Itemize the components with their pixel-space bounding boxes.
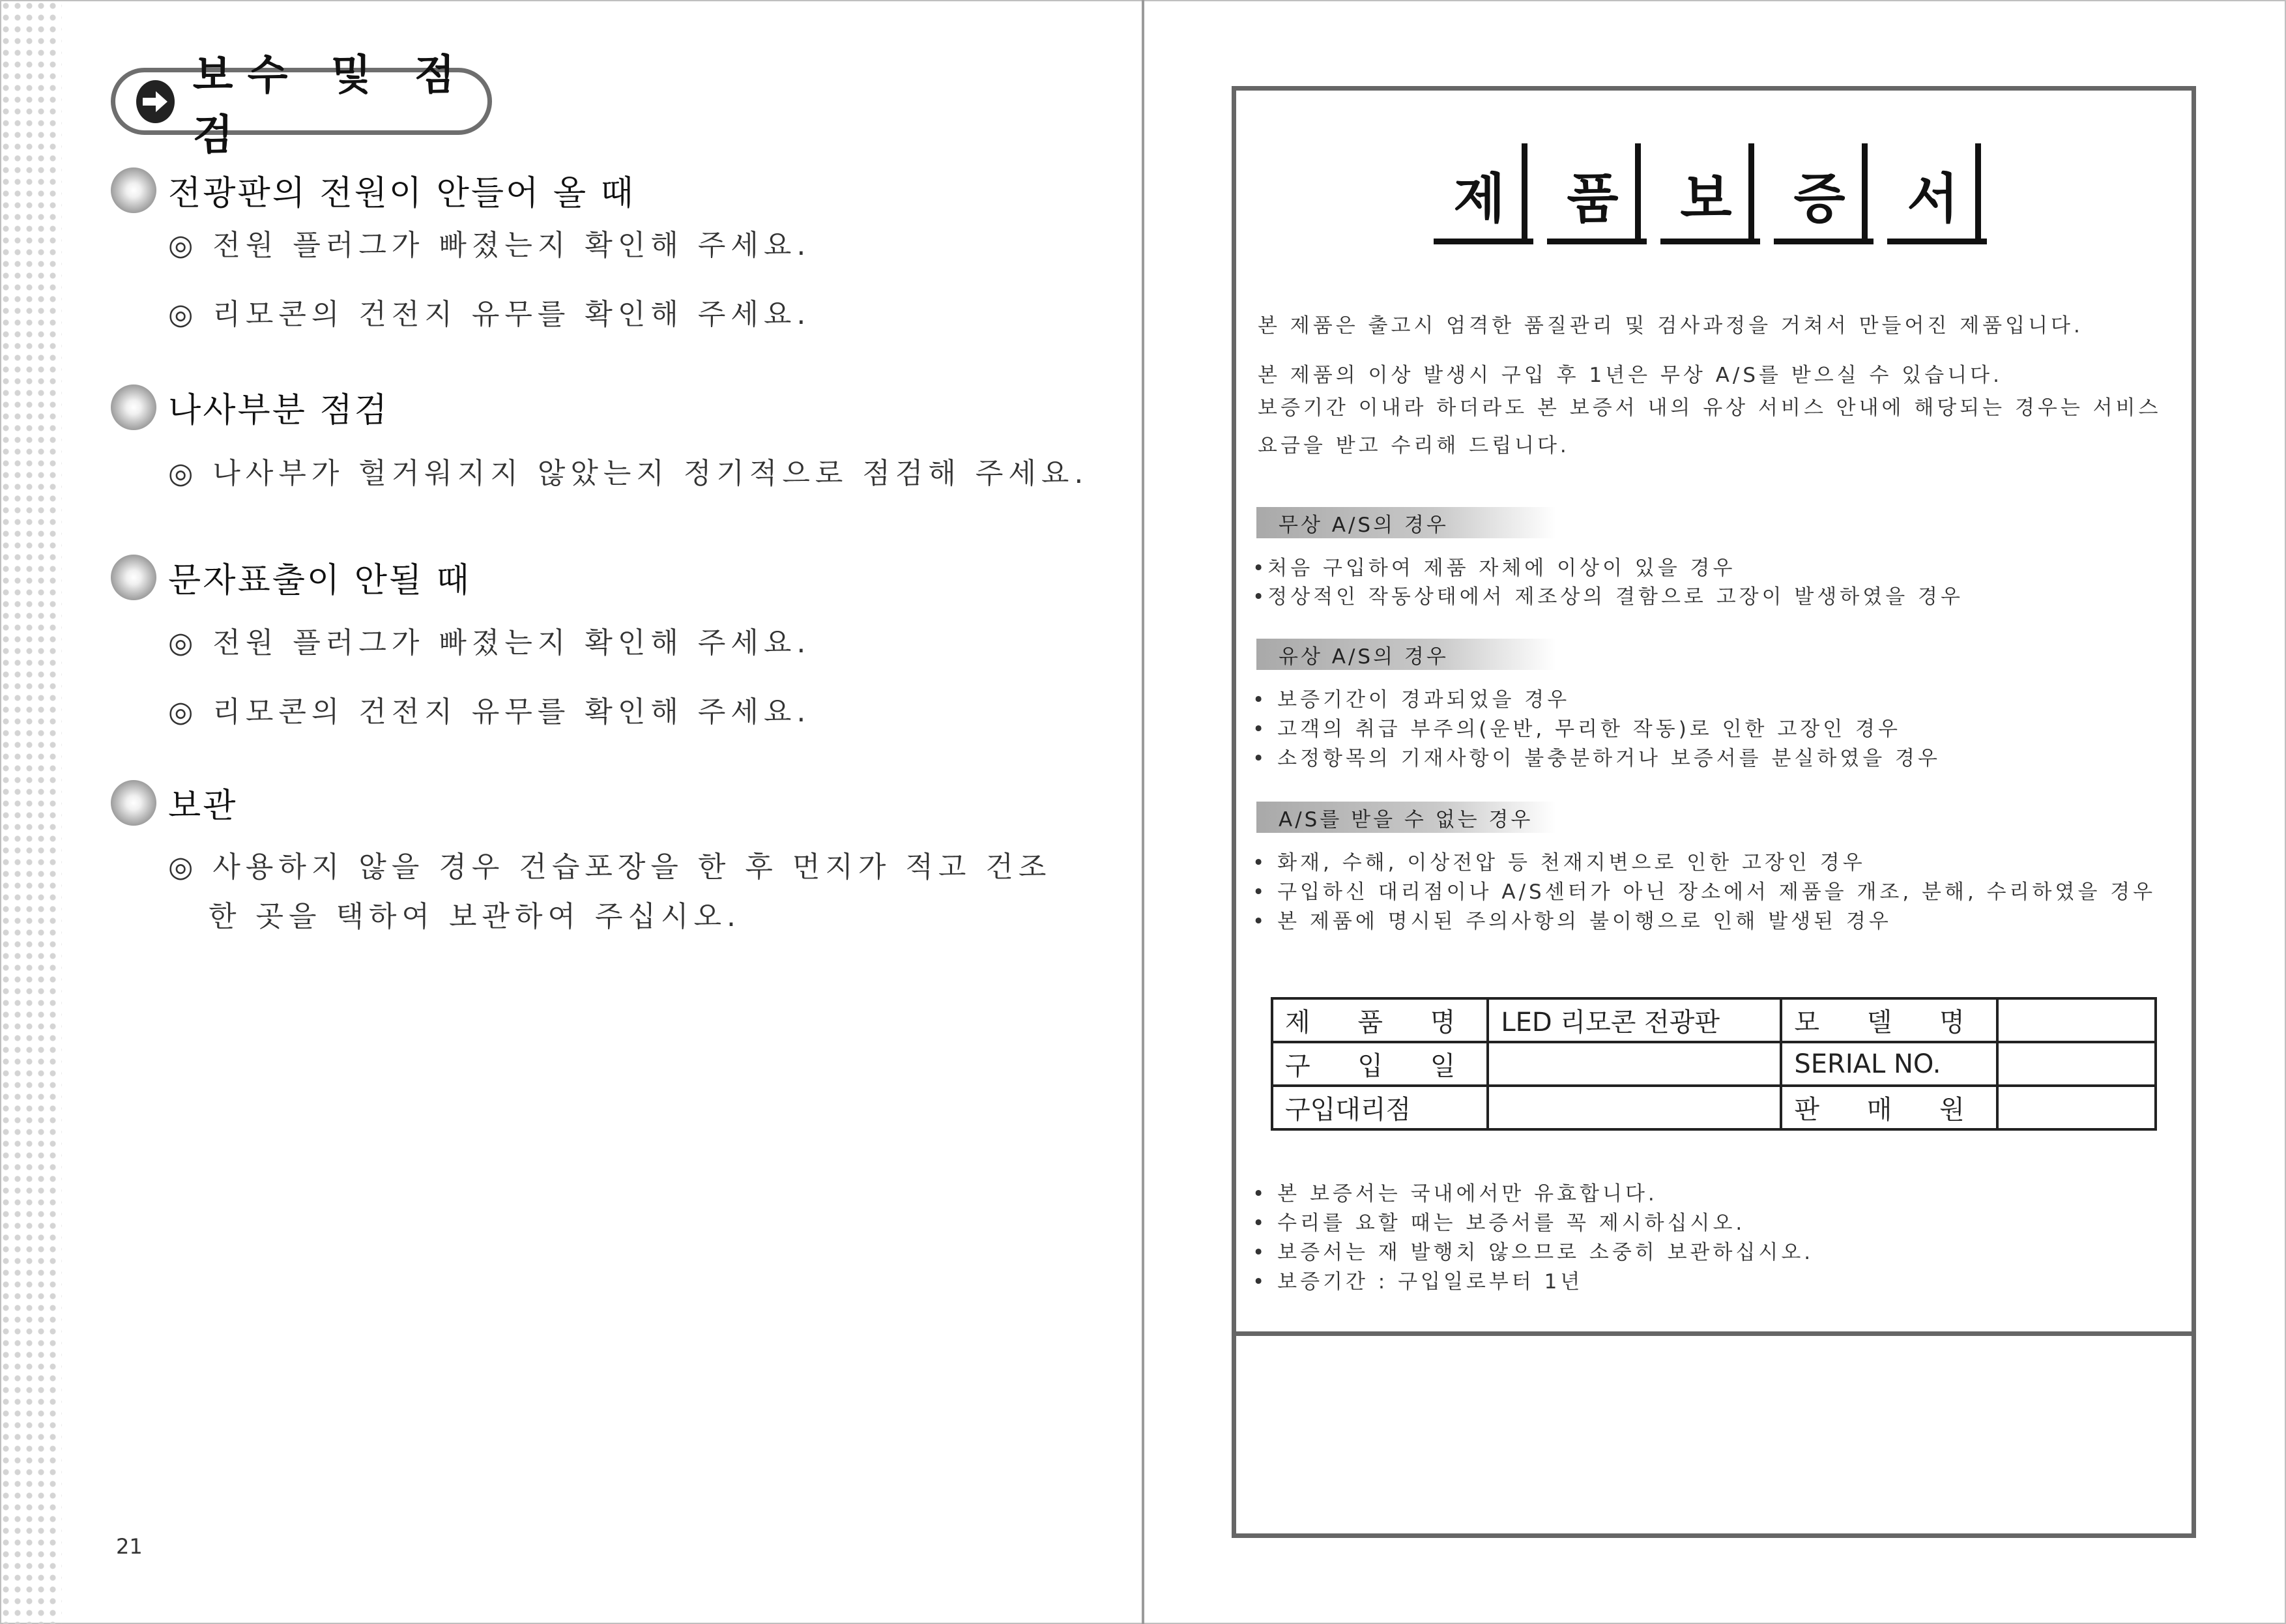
certificate-title bbox=[1434, 143, 2001, 244]
serial-no-value[interactable] bbox=[1997, 1042, 2156, 1086]
section-title: 보관 bbox=[168, 787, 238, 826]
page-spine bbox=[1142, 0, 1144, 1624]
list-item: •처음 구입하여 제품 자체에 이상이 있을 경우 bbox=[1252, 557, 1736, 580]
list-item: • 보증기간이 경과되었을 경우 bbox=[1252, 688, 1570, 712]
section-screw bbox=[111, 383, 389, 431]
intro-line: 본 제품은 출고시 엄격한 품질관리 및 검사과정을 거쳐서 만들어진 제품입니다. bbox=[1258, 314, 2083, 338]
purchase-date-label: 구 입 일 bbox=[1272, 1042, 1488, 1086]
seller-label: 판 매 원 bbox=[1781, 1086, 1997, 1129]
note-item: • 본 보증서는 국내에서만 유효합니다. bbox=[1252, 1182, 1658, 1206]
model-name-value[interactable] bbox=[1997, 998, 2156, 1042]
arrow-right-icon bbox=[136, 80, 175, 123]
section-title: 나사부분 점검 bbox=[168, 391, 389, 430]
list-item: ◎ 리모콘의 건전지 유무를 확인해 주세요. bbox=[168, 695, 811, 729]
section-storage bbox=[111, 778, 237, 827]
list-item: •정상적인 작동상태에서 제조상의 결함으로 고장이 발생하였을 경우 bbox=[1252, 585, 1963, 609]
note-item: • 보증기간 : 구입일로부터 1년 bbox=[1252, 1270, 1584, 1294]
section-display bbox=[111, 553, 471, 602]
circle-bullet-icon bbox=[111, 167, 156, 213]
circle-bullet-icon bbox=[111, 780, 156, 826]
list-item: • 화재, 수해, 이상전압 등 천재지변으로 인한 고장인 경우 bbox=[1252, 851, 1866, 875]
title-char: 품 bbox=[1547, 143, 1660, 244]
list-item: ◎ 리모콘의 건전지 유무를 확인해 주세요. bbox=[168, 298, 811, 331]
section-title: 전광판의 전원이 안들어 올 때 bbox=[168, 174, 635, 213]
title-char: 증 bbox=[1774, 143, 1887, 244]
list-item: • 구입하신 대리점이나 A/S센터가 아닌 장소에서 제품을 개조, 분해, 수리하였을 경우 bbox=[1252, 880, 2156, 904]
note-item: • 보증서는 재 발행치 않으므로 소중히 보관하십시오. bbox=[1252, 1241, 1814, 1264]
model-name-label: 모 델 명 bbox=[1781, 998, 1997, 1042]
list-item-continuation: 한 곳을 택하여 보관하여 주십시오. bbox=[209, 900, 741, 933]
product-name-label: 제 품 명 bbox=[1272, 998, 1488, 1042]
list-item: ◎ 전원 플러그가 빠졌는지 확인해 주세요. bbox=[168, 229, 811, 262]
serial-no-label: SERIAL NO. bbox=[1781, 1042, 1997, 1086]
section-header bbox=[111, 51, 492, 160]
intro-line: 본 제품의 이상 발생시 구입 후 1년은 무상 A/S를 받으실 수 있습니다. bbox=[1258, 364, 2003, 387]
product-info-table bbox=[1271, 997, 2157, 1131]
circle-bullet-icon bbox=[111, 384, 156, 430]
list-item: ◎ 전원 플러그가 빠졌는지 확인해 주세요. bbox=[168, 626, 811, 660]
dealer-value[interactable] bbox=[1488, 1086, 1781, 1129]
section-title: 문자표출이 안될 때 bbox=[168, 561, 471, 600]
purchase-date-value[interactable] bbox=[1488, 1042, 1781, 1086]
table-row bbox=[1272, 1042, 2156, 1086]
product-name-value: LED 리모콘 전광판 bbox=[1488, 998, 1781, 1042]
header-title: 보수 및 점검 bbox=[192, 51, 469, 160]
paid-as-label: 유상 A/S의 경우 bbox=[1256, 639, 1556, 670]
intro-line: 보증기간 이내라 하더라도 본 보증서 내의 유상 서비스 안내에 해당되는 경우는 서비스 bbox=[1258, 396, 2162, 420]
list-item: • 본 제품에 명시된 주의사항의 불이행으로 인해 발생된 경우 bbox=[1252, 910, 1892, 933]
no-as-label: A/S를 받을 수 없는 경우 bbox=[1256, 802, 1556, 833]
table-row bbox=[1272, 1086, 2156, 1129]
title-char: 보 bbox=[1660, 143, 1774, 244]
dot-pattern-margin bbox=[0, 0, 62, 1624]
title-char: 서 bbox=[1887, 143, 2001, 244]
dealer-label: 구입대리점 bbox=[1272, 1086, 1488, 1129]
title-char: 제 bbox=[1434, 143, 1547, 244]
section-power bbox=[111, 166, 635, 214]
list-item: ◎ 사용하지 않을 경우 건습포장을 한 후 먼지가 적고 건조 bbox=[168, 850, 1052, 884]
page-number: 21 bbox=[116, 1534, 143, 1559]
intro-line: 요금을 받고 수리해 드립니다. bbox=[1258, 434, 1570, 457]
seller-value[interactable] bbox=[1997, 1086, 2156, 1129]
list-item: ◎ 나사부가 헐거워지지 않았는지 정기적으로 점검해 주세요. bbox=[168, 457, 1089, 490]
table-row bbox=[1272, 998, 2156, 1042]
free-as-label: 무상 A/S의 경우 bbox=[1256, 507, 1556, 538]
circle-bullet-icon bbox=[111, 555, 156, 600]
note-item: • 수리를 요할 때는 보증서를 꼭 제시하십시오. bbox=[1252, 1211, 1746, 1235]
list-item: • 소정항목의 기재사항이 불충분하거나 보증서를 분실하였을 경우 bbox=[1252, 747, 1941, 770]
certificate-divider bbox=[1232, 1331, 2196, 1336]
list-item: • 고객의 취급 부주의(운반, 무리한 작동)로 인한 고장인 경우 bbox=[1252, 718, 1901, 741]
